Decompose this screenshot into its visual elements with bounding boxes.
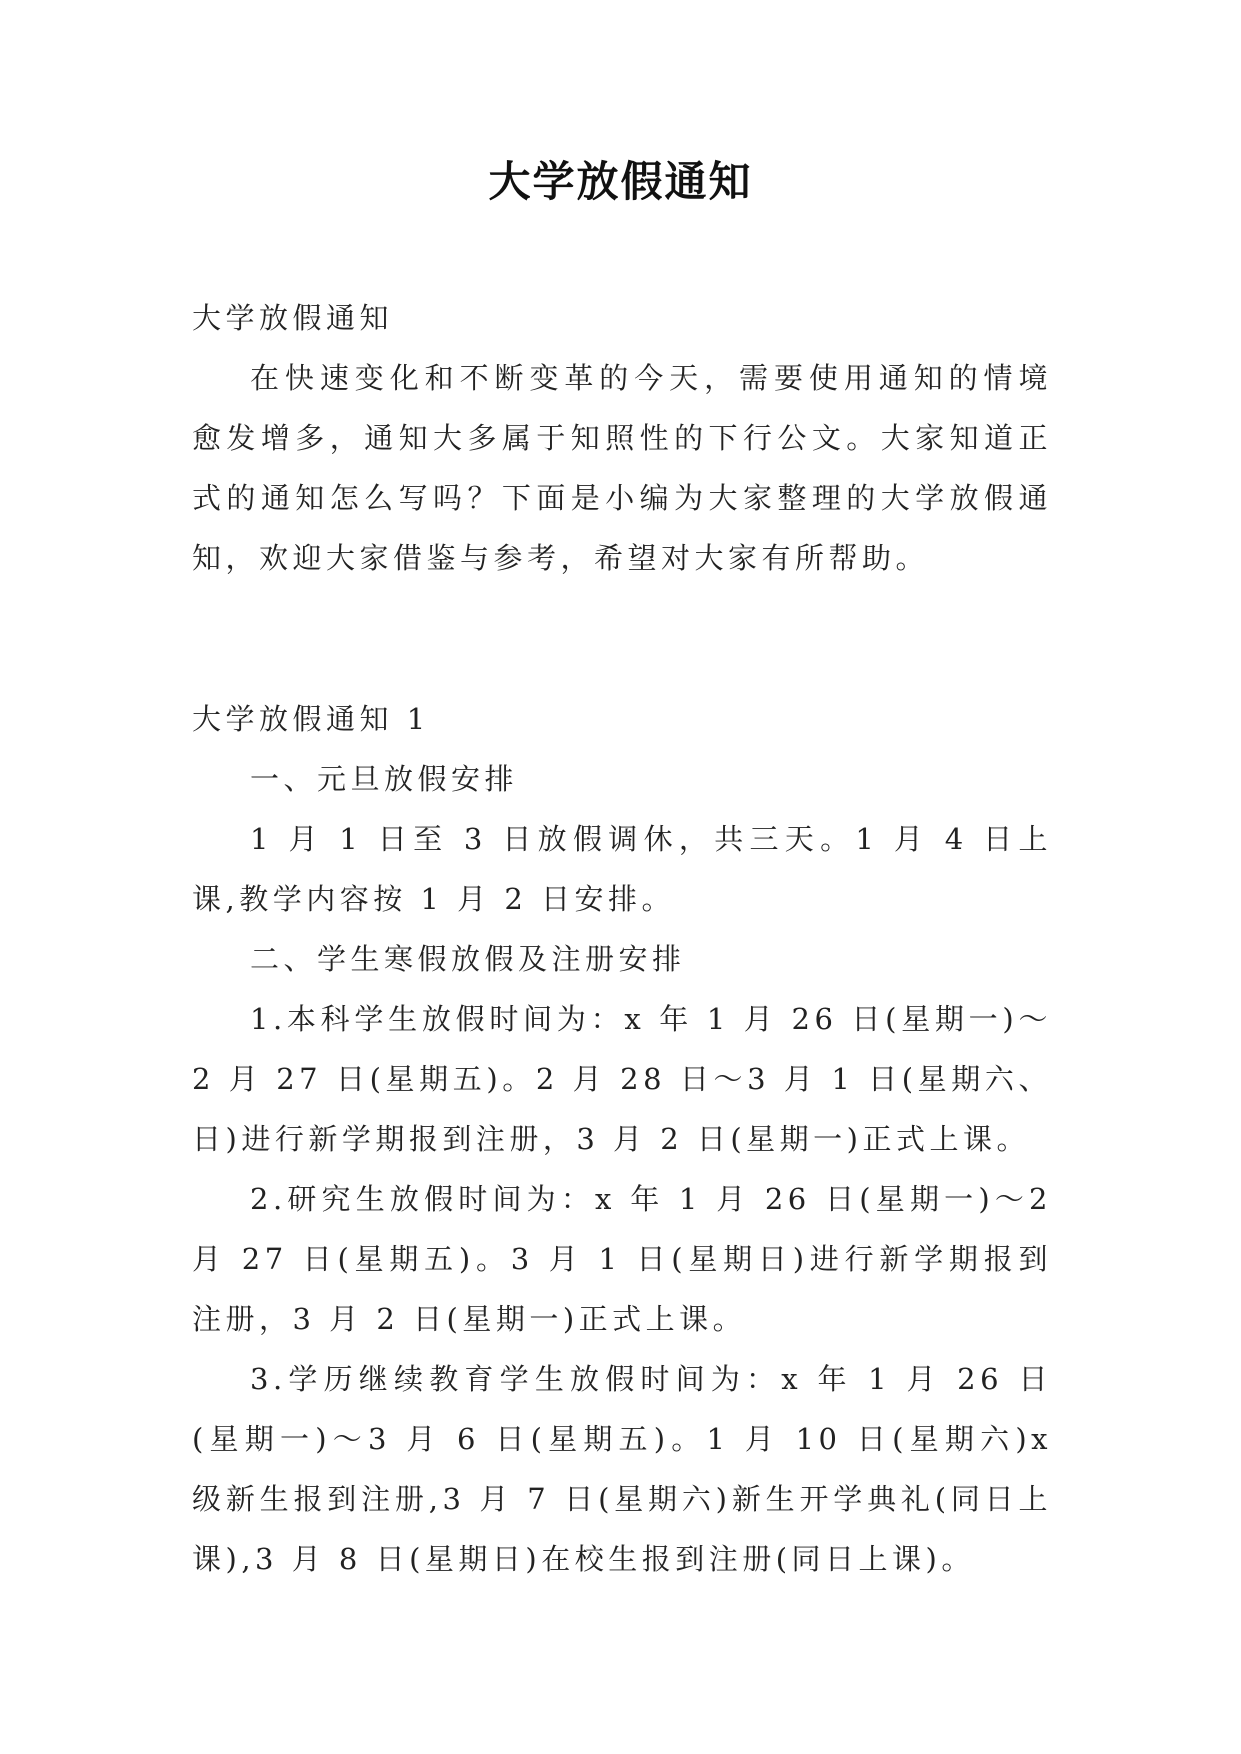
item-graduate: 2.研究生放假时间为：x 年 1 月 26 日(星期一)～2 月 27 日(星期五)。3 月 1 日(星期日)进行新学期报到注册，3 月 2 日(星期一)正式上课。 — [192, 1182, 1052, 1336]
document-title: 大学放假通知 — [488, 157, 753, 206]
intro-heading: 大学放假通知 — [192, 301, 394, 335]
subheading-winter-break: 二、学生寒假放假及注册安排 — [250, 942, 686, 976]
item-undergraduate: 1.本科学生放假时间为：x 年 1 月 26 日(星期一)～2 月 27 日(星期五)。2 月 28 日～3 月 1 日(星期六、日)进行新学期报到注册，3 月 2 日(星期一)正式上课。 — [192, 1002, 1052, 1156]
item-continuing-education: 3.学历继续教育学生放假时间为：x 年 1 月 26 日(星期一)～3 月 6 日(星期五)。1 月 10 日(星期六)x 级新生报到注册,3 月 7 日(星期六)新生开学典礼(同日上课),3 月 8 日(星期日)在校生报到注册(同日上课)。 — [192, 1362, 1052, 1576]
section-heading: 大学放假通知 1 — [192, 702, 430, 736]
notice-section-1 — [192, 689, 1052, 1589]
intro-paragraph: 在快速变化和不断变革的今天，需要使用通知的情境愈发增多，通知大多属于知照性的下行公文。大家知道正式的通知怎么写吗？下面是小编为大家整理的大学放假通知，欢迎大家借鉴与参考，希望对大家有所帮助。 — [192, 361, 1052, 575]
intro-section — [192, 288, 1052, 588]
subheading-new-year: 一、元旦放假安排 — [250, 762, 519, 796]
paragraph-new-year: 1 月 1 日至 3 日放假调休，共三天。1 月 4 日上课,教学内容按 1 月 2 日安排。 — [192, 822, 1052, 916]
